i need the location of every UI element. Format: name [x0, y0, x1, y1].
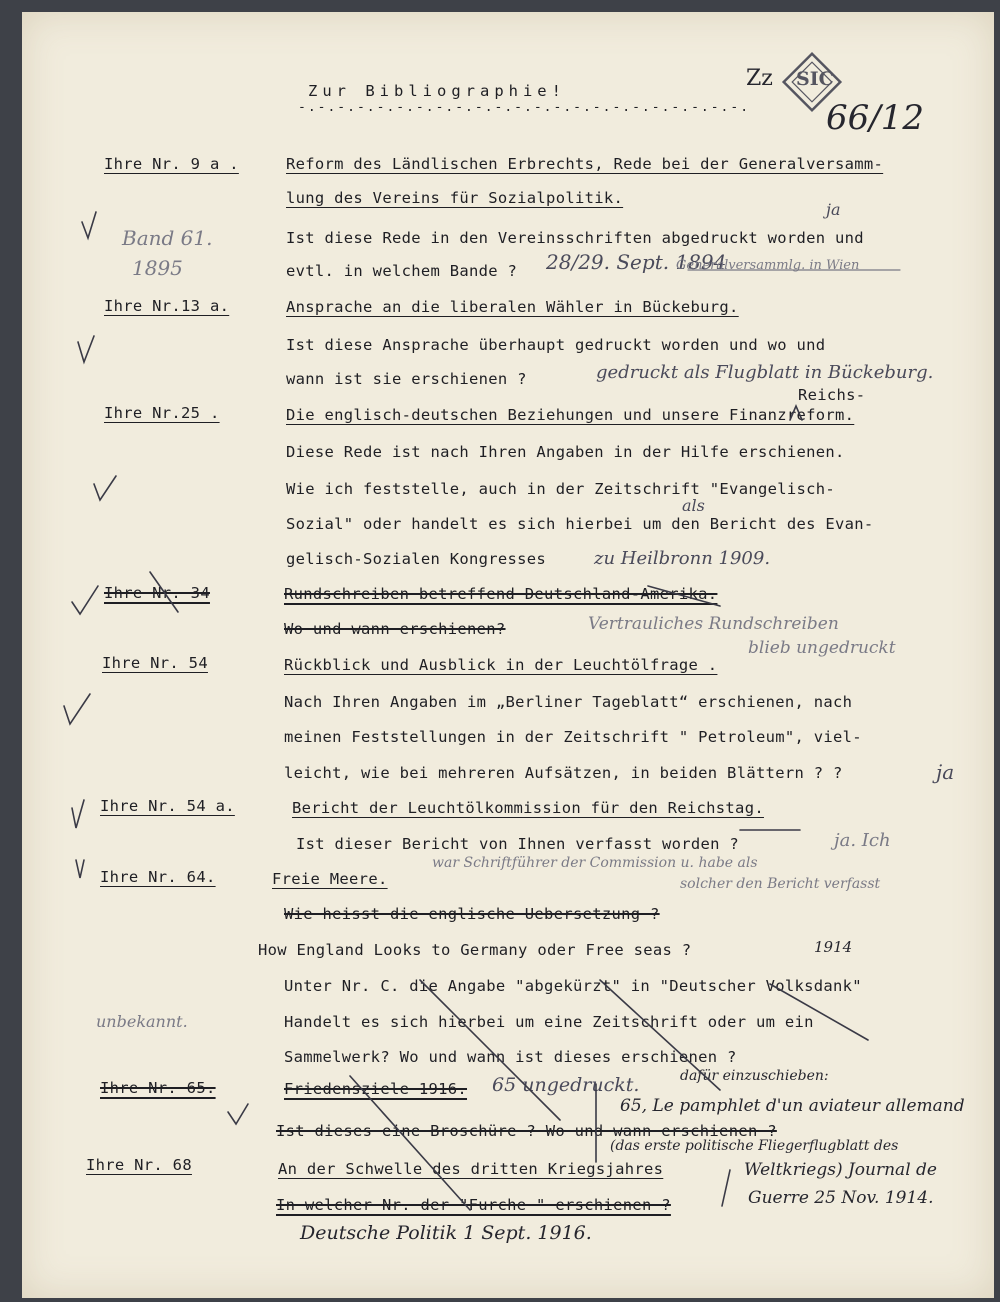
check-mark — [82, 212, 96, 238]
note-als: als — [682, 496, 705, 515]
entry-line: evtl. in welchem Bande ? — [286, 262, 518, 280]
note-heilbronn: zu Heilbronn 1909. — [594, 548, 771, 569]
note-verfasst: solcher den Bericht verfasst — [680, 876, 881, 892]
entry-line: Die englisch-deutschen Beziehungen und unsere Finanzreform. — [286, 406, 855, 424]
entry-label-13a: Ihre Nr.13 a. — [104, 297, 230, 315]
note-journal: Weltkriegs) Journal de — [744, 1160, 937, 1180]
entry-line: An der Schwelle des dritten Kriegsjahres — [278, 1160, 664, 1178]
check-mark — [76, 860, 84, 878]
entry-label-64: Ihre Nr. 64. — [100, 868, 216, 886]
entry-line: Unter Nr. C. die Angabe "abgekürzt" in "Deutscher Volksdank" — [284, 977, 862, 995]
entry-label-25: Ihre Nr.25 . — [104, 404, 220, 422]
entry-line: Wie ich feststelle, auch in der Zeitschrift "Evangelisch- — [286, 480, 836, 498]
note-unbekannt: unbekannt. — [96, 1012, 188, 1031]
entry-line: Freie Meere. — [272, 870, 388, 888]
entry-line: Handelt es sich hierbei um eine Zeitschrift oder um ein — [284, 1013, 814, 1031]
page-title: Zur Bibliographie! — [308, 82, 566, 100]
note-einzuschieben: dafür einzuschieben: — [680, 1068, 829, 1084]
note-place: Generalversammlg. in Wien — [676, 258, 860, 273]
note-flugblatt-weltkrieg: (das erste politische Fliegerflugblatt des — [610, 1138, 899, 1154]
note-flugblatt: gedruckt als Flugblatt in Bückeburg. — [596, 362, 934, 383]
note-vertraulich: Vertrauliches Rundschreiben — [588, 614, 839, 634]
title-dash-line: -.-.-.-.-.-.-.-.-.-.-.-.-.-.-.-.-.-.-.-.-.-.-. — [298, 100, 751, 115]
entry-line: Wie heisst die englische Uebersetzung ? — [284, 905, 660, 923]
entry-line: lung des Vereins für Sozialpolitik. — [286, 189, 624, 207]
entry-label-34: Ihre Nr. 34 — [104, 584, 210, 602]
note-1914: 1914 — [814, 938, 853, 956]
check-mark — [72, 800, 84, 828]
caret-reichs — [790, 406, 802, 420]
note-reichs: Reichs- — [798, 386, 866, 404]
entry-line: Ist dieses eine Broschüre ? Wo und wann erschienen ? — [276, 1122, 777, 1140]
entry-line: Ist diese Rede in den Vereinsschriften abgedruckt worden und — [286, 229, 864, 247]
check-mark — [64, 694, 90, 724]
strike-64-e — [770, 984, 868, 1040]
entry-line: Sozial" oder handelt es sich hierbei um den Bericht des Evan- — [286, 515, 874, 533]
note-ungedruckt: blieb ungedruckt — [748, 638, 896, 658]
entry-line: gelisch-Sozialen Kongresses — [286, 550, 547, 568]
entry-label-54a: Ihre Nr. 54 a. — [100, 797, 235, 815]
entry-line: How England Looks to Germany oder Free seas ? — [258, 941, 692, 959]
note-ungedruckt-65: 65 ungedruckt. — [492, 1074, 640, 1096]
check-mark — [72, 586, 98, 614]
entry-line: Bericht der Leuchtölkommission für den Reichstag. — [292, 799, 764, 817]
entry-label-54: Ihre Nr. 54 — [102, 654, 208, 672]
cross-stroke-34 — [648, 586, 720, 606]
folio-number: 66/12 — [826, 98, 924, 138]
check-mark — [228, 1104, 248, 1124]
note-date: 28/29. Sept. 1894 — [546, 250, 727, 274]
note-guerre-date: Guerre 25 Nov. 1914. — [748, 1188, 934, 1208]
note-schriftfuehrer: war Schriftführer der Commission u. habe als — [432, 855, 758, 871]
check-mark — [78, 336, 94, 362]
note-pamphlet: 65, Le pamphlet d'un aviateur allemand — [620, 1096, 965, 1116]
entry-line: leicht, wie bei mehreren Aufsätzen, in beiden Blättern ? ? — [284, 764, 843, 782]
entry-line: Ist diese Ansprache überhaupt gedruckt worden und wo und — [286, 336, 826, 354]
note-deutsche-politik: Deutsche Politik 1 Sept. 1916. — [300, 1222, 592, 1244]
entry-label-9a: Ihre Nr. 9 a . — [104, 155, 239, 173]
note-ja: ja — [826, 200, 841, 219]
bracket-68 — [722, 1170, 730, 1206]
zz-mark: Zz — [746, 66, 773, 91]
note-band: Band 61. — [122, 226, 213, 250]
strike-64-c — [420, 980, 560, 1120]
entry-line: wann ist sie erschienen ? — [286, 370, 527, 388]
entry-line: Rundschreiben betreffend Deutschland-Amerika. — [284, 585, 718, 603]
entry-line: Sammelwerk? Wo und wann ist dieses erschienen ? — [284, 1048, 737, 1066]
strike-65-line — [350, 1076, 470, 1210]
entry-line: meinen Feststellungen in der Zeitschrift " Petroleum", viel- — [284, 728, 862, 746]
cross-stroke-34 — [150, 572, 178, 612]
entry-label-65: Ihre Nr. 65. — [100, 1079, 216, 1097]
entry-line: Friedensziele 1916. — [284, 1080, 468, 1098]
stamp-text: SIC — [796, 68, 834, 90]
entry-label-68: Ihre Nr. 68 — [86, 1156, 192, 1174]
entry-line: Ansprache an die liberalen Wähler in Bückeburg. — [286, 298, 739, 316]
entry-line: Rückblick und Ausblick in der Leuchtölfrage . — [284, 656, 718, 674]
entry-line: Ist dieser Bericht von Ihnen verfasst worden ? — [296, 835, 740, 853]
entry-line: Reform des Ländlischen Erbrechts, Rede bei der Generalversamm- — [286, 155, 884, 173]
entry-line: In welcher Nr. der "Furche " erschienen ? — [276, 1196, 671, 1214]
note-ja-ich: ja. Ich — [834, 830, 891, 851]
entry-line: Wo und wann erschienen? — [284, 620, 506, 638]
strike-64-d — [600, 980, 720, 1090]
note-year: 1895 — [132, 256, 183, 280]
entry-line: Nach Ihren Angaben im „Berliner Tageblatt“ erschienen, nach — [284, 693, 853, 711]
entry-line: Diese Rede ist nach Ihren Angaben in der Hilfe erschienen. — [286, 443, 845, 461]
check-mark — [94, 476, 116, 500]
note-ja-54: ja — [936, 760, 955, 784]
